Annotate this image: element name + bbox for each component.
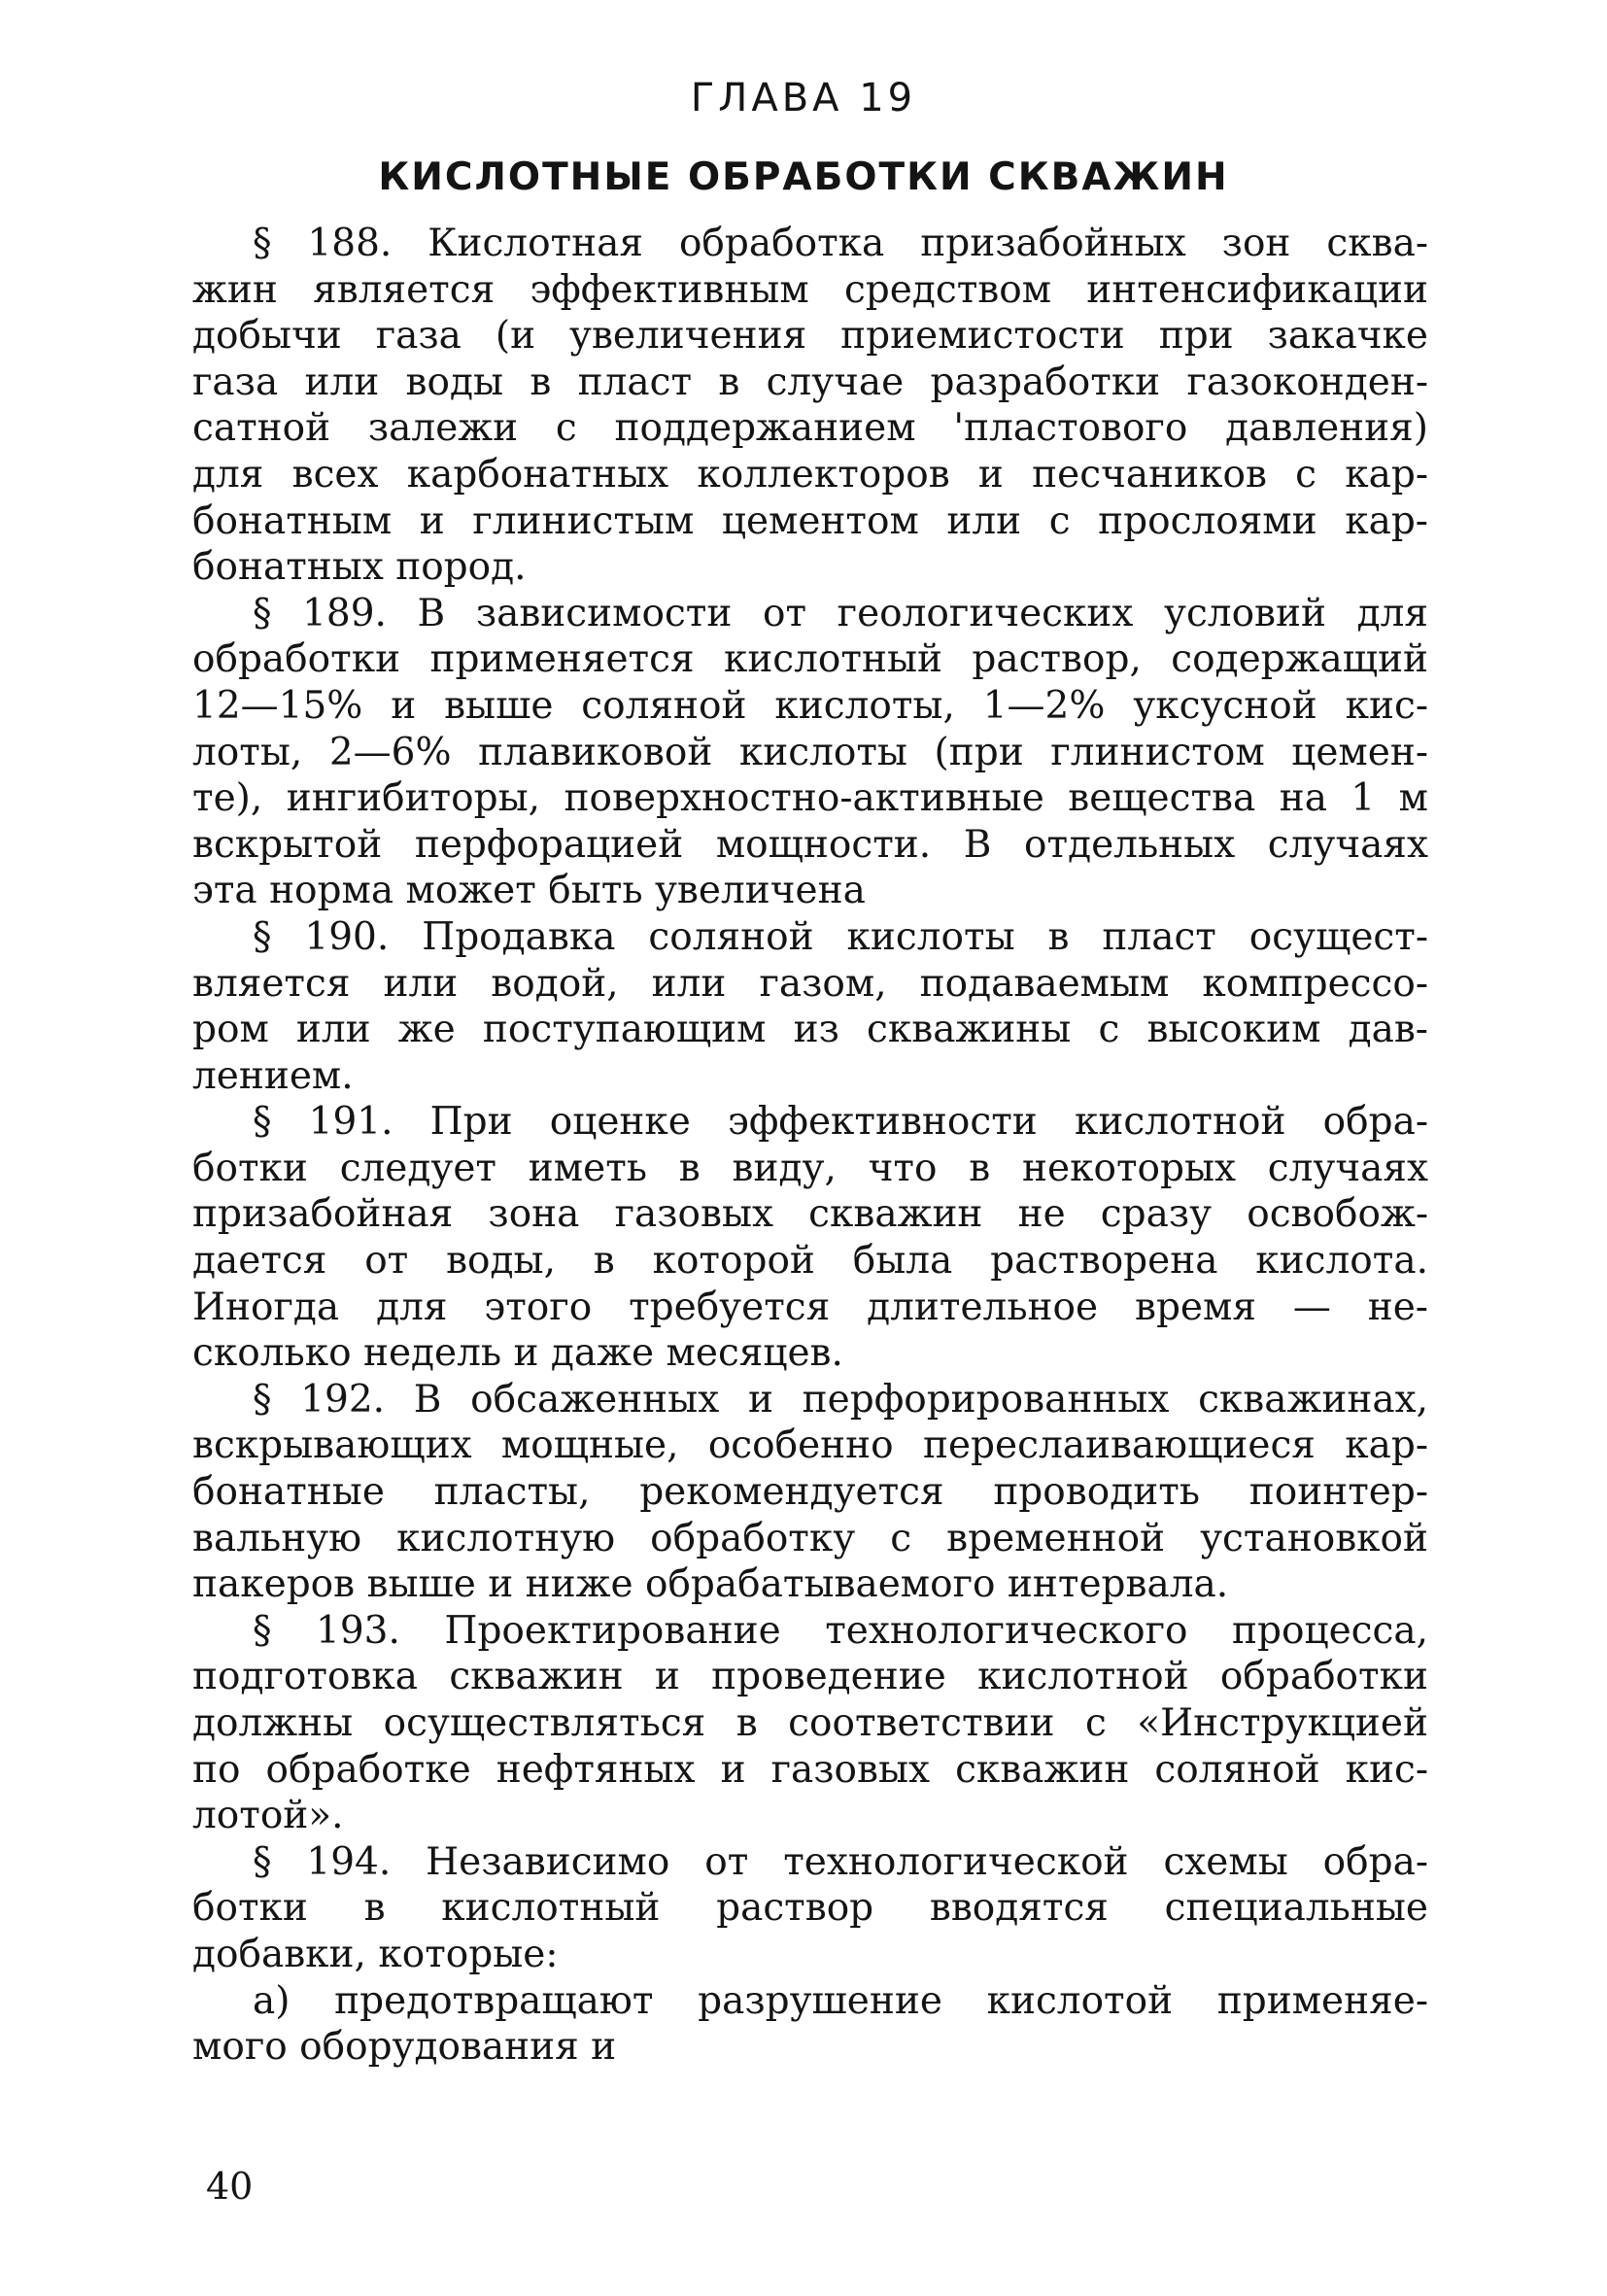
paragraph bbox=[192, 591, 1428, 914]
text-line: бонатных пород. bbox=[192, 545, 527, 590]
text-line: сколько недель и даже месяцев. bbox=[192, 1331, 843, 1376]
text-line: вальную кислотную обработку с временной установкой bbox=[192, 1516, 1428, 1560]
text-line: вляется или водой, или газом, подаваемым компрессо- bbox=[192, 961, 1428, 1006]
text-line: жин является эффективным средством интенсификации bbox=[192, 267, 1428, 312]
text-line: вскрывающих мощные, особенно переслаивающиеся кар- bbox=[192, 1423, 1428, 1468]
text-line: эта норма может быть увеличена bbox=[192, 869, 866, 913]
page-number: 40 bbox=[206, 2165, 254, 2208]
text-line: Иногда для этого требуется длительное время — не- bbox=[192, 1285, 1428, 1329]
text-line: § 192. В обсаженных и перфорированных скважинах, bbox=[253, 1377, 1428, 1422]
paragraph bbox=[192, 1839, 1428, 1978]
text-line: § 193. Проектирование технологического процесса, bbox=[253, 1608, 1428, 1653]
text-line: пакеров выше и ниже обрабатываемого интервала. bbox=[192, 1562, 1229, 1607]
paragraph bbox=[192, 1099, 1428, 1377]
text-line: вскрытой перфорацией мощности. В отдельных случаях bbox=[192, 822, 1428, 867]
text-line: лоты, 2—6% плавиковой кислоты (при глинистом цемен- bbox=[192, 730, 1428, 774]
text-line: добычи газа (и увеличения приемистости при закачке bbox=[192, 314, 1428, 359]
body-text bbox=[192, 221, 1428, 2071]
text-line: § 194. Независимо от технологической схемы обра- bbox=[253, 1839, 1428, 1884]
chapter-title: КИСЛОТНЫЕ ОБРАБОТКИ СКВАЖИН bbox=[378, 155, 1229, 199]
text-line: бонатные пласты, рекомендуется проводить поинтер- bbox=[192, 1470, 1428, 1515]
text-line: должны осуществляться в соответствии с «Инструкцией bbox=[192, 1701, 1428, 1745]
text-line: бонатным и глинистым цементом или с прослоями кар- bbox=[192, 498, 1428, 543]
text-line: по обработке нефтяных и газовых скважин соляной кис- bbox=[192, 1747, 1428, 1792]
text-line: подготовка скважин и проведение кислотной обработки bbox=[192, 1655, 1428, 1699]
text-line: те), ингибиторы, поверхностно-активные вещества на 1 м bbox=[192, 776, 1428, 821]
text-line: мого оборудования и bbox=[192, 2025, 617, 2070]
chapter-label: ГЛАВА 19 bbox=[690, 76, 917, 120]
text-line: § 191. При оценке эффективности кислотной обра- bbox=[253, 1100, 1428, 1145]
text-line: ром или же поступающим из скважины с высоким дав- bbox=[192, 1008, 1428, 1052]
text-line: лением. bbox=[192, 1053, 354, 1098]
text-line: § 188. Кислотная обработка призабойных зон сква- bbox=[253, 222, 1428, 265]
text-line: обработки применяется кислотный раствор, содержащий bbox=[192, 637, 1428, 682]
text-line: § 190. Продавка соляной кислоты в пласт осущест- bbox=[253, 914, 1428, 959]
text-line: призабойная зона газовых скважин не сразу освобож- bbox=[192, 1192, 1428, 1237]
paragraph bbox=[192, 1608, 1428, 1839]
paragraph bbox=[192, 1978, 1428, 2071]
text-line: 12—15% и выше соляной кислоты, 1—2% уксусной кис- bbox=[192, 683, 1428, 728]
text-line: а) предотвращают разрушение кислотой применяе- bbox=[253, 1978, 1428, 2023]
text-line: лотой». bbox=[192, 1794, 344, 1838]
paragraph bbox=[192, 914, 1428, 1099]
text-line: добавки, которые: bbox=[192, 1932, 559, 1976]
text-line: дается от воды, в которой была растворена кислота. bbox=[192, 1239, 1428, 1284]
text-line: ботки следует иметь в виду, что в некоторых случаях bbox=[192, 1146, 1428, 1190]
text-line: сатной залежи с поддержанием 'пластового давления) bbox=[192, 406, 1428, 451]
text-line: газа или воды в пласт в случае разработки газоконден- bbox=[192, 360, 1428, 404]
paragraph bbox=[192, 221, 1428, 591]
text-line: § 189. В зависимости от геологических условий для bbox=[253, 591, 1428, 635]
text-line: ботки в кислотный раствор вводятся специальные bbox=[192, 1886, 1428, 1931]
paragraph bbox=[192, 1377, 1428, 1608]
text-line: для всех карбонатных коллекторов и песчаников с кар- bbox=[192, 452, 1428, 497]
